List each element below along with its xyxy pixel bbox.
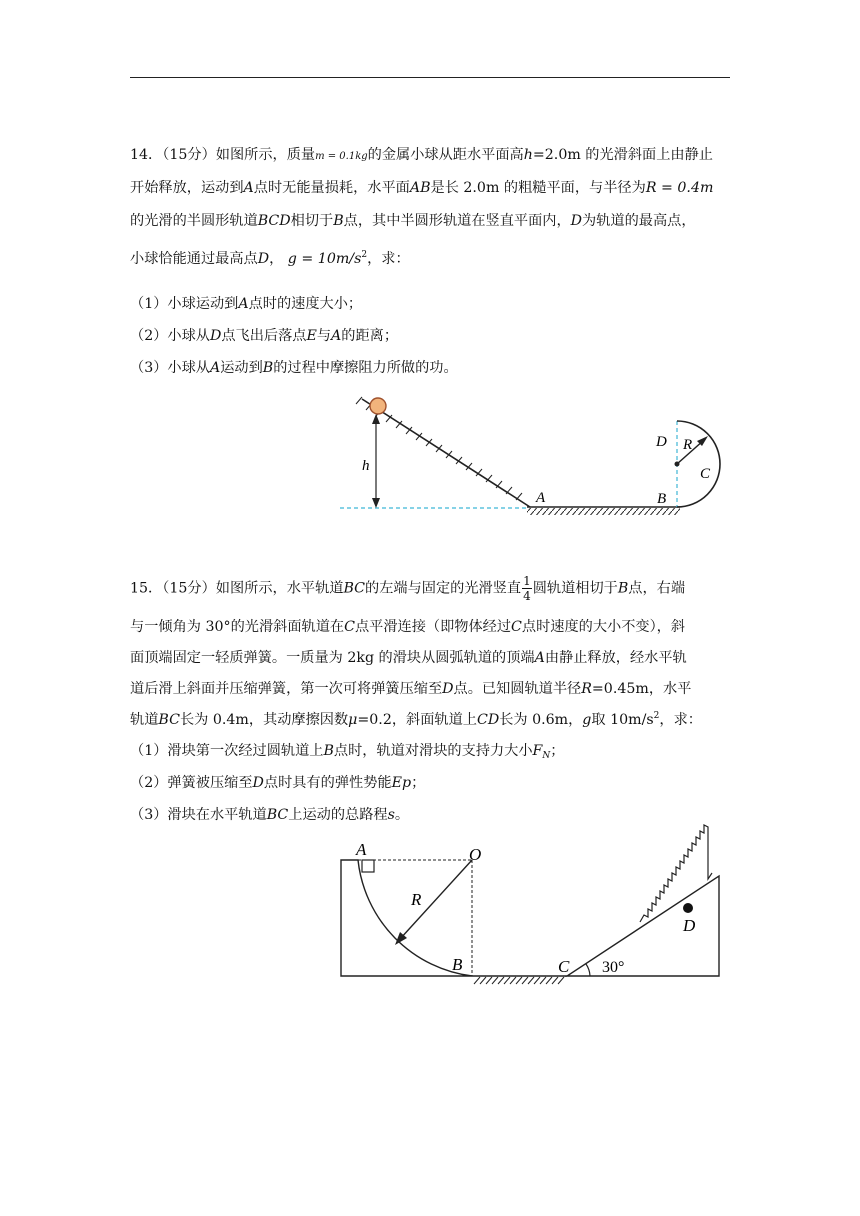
label-D: D	[656, 434, 667, 450]
label-h: h	[362, 458, 370, 474]
q14-line-3: 的光滑的半圆形轨道BCD相切于B点，其中半圆形轨道在竖直平面内，D为轨道的最高点，	[130, 213, 696, 229]
right-angle-mark	[362, 860, 374, 872]
q15-part-3: （3）滑块在水平轨道BC上运动的总路程s。	[130, 807, 410, 823]
fraction-quarter: $\frac{1}{4}$	[523, 574, 531, 603]
q15-line-4: 道后滑上斜面并压缩弹簧，第一次可将弹簧压缩至D点。已知圆轨道半径R=0.45m，水平	[130, 681, 692, 697]
label-B: B	[657, 491, 667, 507]
q14-line-1: 14．（15分）如图所示，质量m = 0.1kg的金属小球从距水平面高h=2.0m 的光滑斜面上由静止	[130, 147, 713, 163]
label-D-15: D	[683, 916, 696, 935]
q15-line-1: 15．（15分）如图所示，水平轨道BC的左端与固定的光滑竖直 $\frac{1}{4}$ 圆轨道相切于B点，右端	[130, 574, 686, 603]
q15-part-1: （1）滑块第一次经过圆轨道上B点时，轨道对滑块的支持力大小$F_N$；	[130, 743, 565, 761]
q15-part-2: （2）弹簧被压缩至D点时具有的弹性势能Ep；	[130, 775, 426, 791]
incline-triangle	[567, 876, 719, 976]
q15-line-2: 与一倾角为 30°的光滑斜面轨道在C点平滑连接（即物体经过C点时速度的大小不变），斜	[130, 619, 686, 635]
label-R-15: R	[411, 890, 422, 909]
track-hatching	[474, 977, 564, 984]
label-B-15: B	[452, 955, 463, 974]
q14-line-4: 小球恰能通过最高点D， $g = 10m/s^2$，求：	[130, 250, 410, 267]
label-angle: 30°	[602, 959, 625, 976]
slider-D	[683, 903, 693, 913]
q14-line-2: 开始释放，运动到A点时无能量损耗，水平面AB是长 2.0m 的粗糙平面，与半径为R = 0.4m	[130, 180, 714, 196]
label-A-15: A	[356, 840, 367, 859]
label-O: O	[469, 845, 482, 864]
q14-part-2: （2）小球从D点飞出后落点E与A的距离；	[130, 328, 399, 344]
label-A: A	[536, 490, 546, 506]
q15-line-3: 面顶端固定一轻质弹簧。一质量为 2kg 的滑块从圆弧轨道的顶端A由静止释放，经水平轨	[130, 650, 687, 666]
label-R: R	[683, 437, 693, 453]
q14-part-1: （1）小球运动到A点时的速度大小；	[130, 296, 363, 312]
label-C: C	[700, 466, 711, 482]
label-C-15: C	[558, 957, 570, 976]
q14-part-3: （3）小球从A运动到B的过程中摩擦阻力所做的功。	[130, 360, 458, 376]
q15-line-5: 轨道BC长为 0.4m，其动摩擦因数μ=0.2，斜面轨道上CD长为 0.6m，g取 $10m/s^2$，求：	[130, 711, 702, 728]
